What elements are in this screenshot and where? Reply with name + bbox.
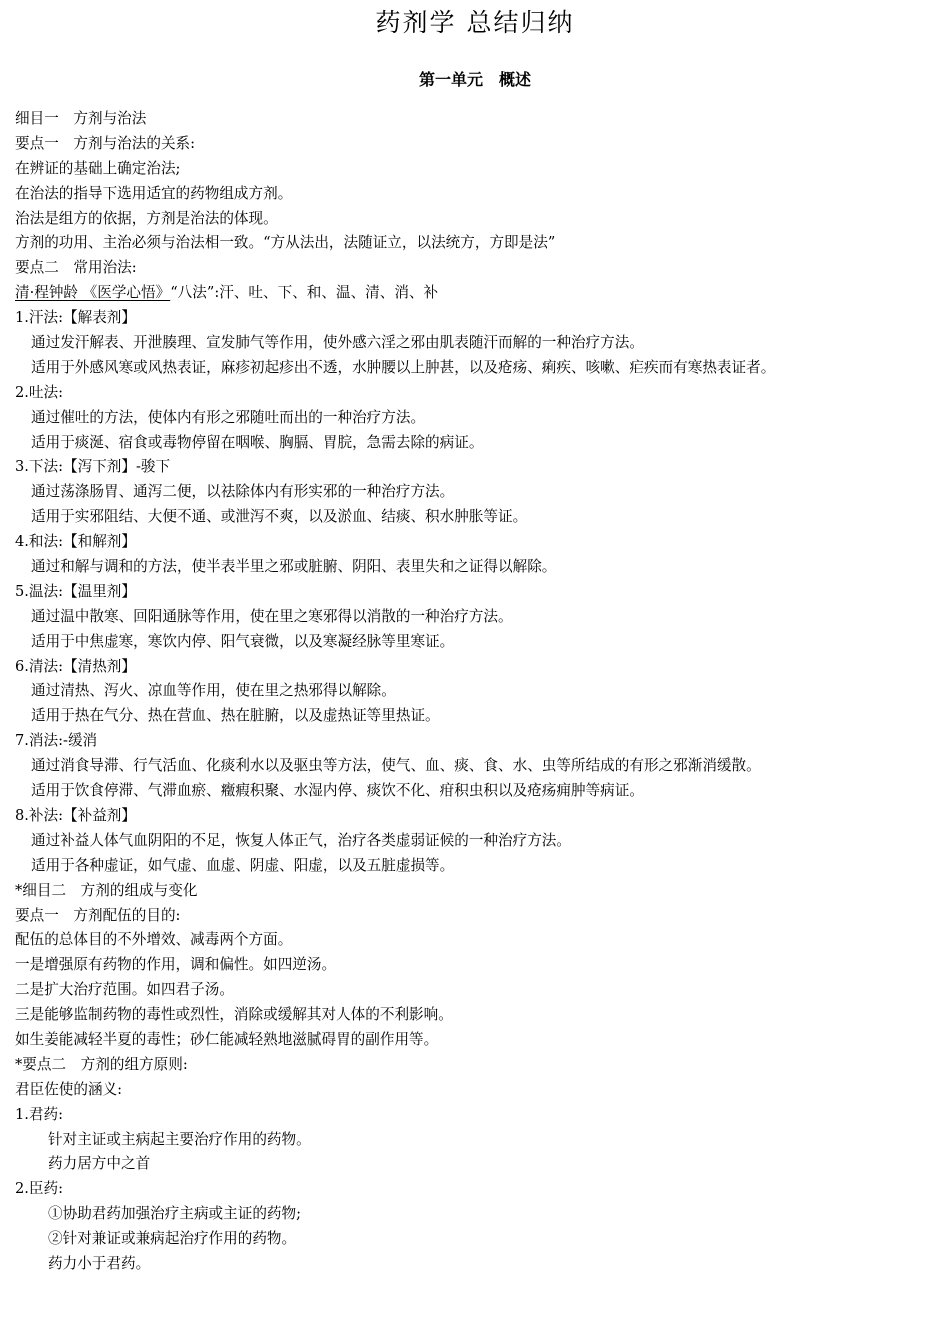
text-line [15,256,940,281]
text-line [15,978,940,1003]
line-text: *细目二 方剂的组成与变化 [15,881,198,899]
text-line [15,281,940,306]
line-text: 君臣佐使的涵义: [15,1080,123,1098]
line-text: 适用于外感风寒或风热表证，麻疹初起疹出不透，水肿腰以上肿甚，以及疮疡、痢疾、咳嗽、疟疾而有寒热表证者。 [31,358,776,376]
line-text: 8.补法:【补益剂】 [15,806,136,824]
line-text: 适用于实邪阻结、大便不通、或泄泻不爽，以及淤血、结痰、积水肿胀等证。 [31,508,528,526]
text-line [15,231,940,256]
text-line [15,1028,940,1053]
line-text: 在治法的指导下选用适宜的药物组成方剂。 [15,184,293,202]
text-line [15,455,940,480]
line-text: 适用于饮食停滞、气滞血瘀、癥瘕积聚、水湿内停、痰饮不化、疳积虫积以及疮疡痈肿等病证。 [31,782,644,800]
text-line [15,107,940,132]
line-text: 1.君药: [15,1105,64,1123]
text-line [15,1177,940,1202]
text-line [15,1252,940,1277]
text-line [15,804,940,829]
text-line [15,306,940,331]
line-text: 二是扩大治疗范围。如四君子汤。 [15,981,234,999]
text-line [15,704,940,729]
text-line [15,331,940,356]
text-line [15,1227,940,1252]
text-line [15,605,940,630]
line-text: 2.臣药: [15,1180,64,1198]
text-line [15,754,940,779]
line-text: 要点一 方剂与治法的关系: [15,134,196,152]
text-line [15,406,940,431]
text-line [15,655,940,680]
line-text: “八法”:汗、吐、下、和、温、清、消、补 [170,284,439,302]
text-line [15,157,940,182]
line-text: 通过消食导滞、行气活血、化痰利水以及驱虫等方法，使气、血、痰、食、水、虫等所结成的有形之邪渐消缓散。 [31,757,761,775]
text-line [15,381,940,406]
document-body [15,107,940,1277]
line-text: ①协助君药加强治疗主病或主证的药物; [48,1205,302,1223]
line-text: 要点二 常用治法: [15,259,137,277]
text-line [15,1103,940,1128]
text-line [15,207,940,232]
text-line [15,1003,940,1028]
underlined-citation: 清·程钟龄 《医学心悟》 [15,284,171,302]
line-text: 在辨证的基础上确定治法; [15,159,181,177]
text-line [15,580,940,605]
line-text: 1.汗法:【解表剂】 [15,309,136,327]
line-text: 通过补益人体气血阴阳的不足，恢复人体正气，治疗各类虚弱证候的一种治疗方法。 [31,831,571,849]
line-text: 3.下法:【泻下剂】-骏下 [15,458,171,476]
line-text: 通过温中散寒、回阳通脉等作用，使在里之寒邪得以消散的一种治疗方法。 [31,607,513,625]
line-text: 适用于中焦虚寒，寒饮内停、阳气衰微，以及寒凝经脉等里寒证。 [31,632,455,650]
line-text: 配伍的总体目的不外增效、减毒两个方面。 [15,931,293,949]
text-line [15,879,940,904]
line-text: 适用于热在气分、热在营血、热在脏腑，以及虚热证等里热证。 [31,707,440,725]
text-line [15,953,940,978]
text-line [15,904,940,929]
line-text: 通过和解与调和的方法，使半表半里之邪或脏腑、阴阳、表里失和之证得以解除。 [31,558,557,576]
line-text: 通过催吐的方法，使体内有形之邪随吐而出的一种治疗方法。 [31,408,426,426]
line-text: 6.清法:【清热剂】 [15,657,136,675]
line-text: 适用于痰涎、宿食或毒物停留在咽喉、胸膈、胃脘，急需去除的病证。 [31,433,484,451]
text-line [15,729,940,754]
text-line [15,132,940,157]
text-line [15,431,940,456]
line-text: 7.消法:-缓消 [15,732,98,750]
text-line [15,356,940,381]
line-text: 治法是组方的依据，方剂是治法的体现。 [15,209,278,227]
line-text: 要点一 方剂配伍的目的: [15,906,181,924]
line-text: 药力小于君药。 [48,1254,151,1272]
text-line [15,854,940,879]
text-line [15,182,940,207]
text-line [15,505,940,530]
text-line [15,1128,940,1153]
text-line [15,1152,940,1177]
text-line [15,1078,940,1103]
text-line [15,829,940,854]
line-text: 一是增强原有药物的作用，调和偏性。如四逆汤。 [15,956,337,974]
line-text: 通过发汗解表、开泄腠理、宣发肺气等作用，使外感六淫之邪由肌表随汗而解的一种治疗方法。 [31,334,644,352]
text-line [15,1053,940,1078]
line-text: ②针对兼证或兼病起治疗作用的药物。 [48,1230,297,1248]
line-text: 通过荡涤肠胃、通泻二便，以祛除体内有形实邪的一种治疗方法。 [31,483,455,501]
line-text: 三是能够监制药物的毒性或烈性，消除或缓解其对人体的不利影响。 [15,1006,453,1024]
line-text: 5.温法:【温里剂】 [15,582,136,600]
line-text: 通过清热、泻火、凉血等作用，使在里之热邪得以解除。 [31,682,396,700]
text-line [15,555,940,580]
line-text: 针对主证或主病起主要治疗作用的药物。 [48,1130,311,1148]
text-line [15,679,940,704]
line-text: 细目一 方剂与治法 [15,110,147,127]
line-text: 如生姜能减轻半夏的毒性；砂仁能减轻熟地滋腻碍胃的副作用等。 [15,1030,439,1048]
text-line [15,779,940,804]
unit-heading: 第一单元 概述 [418,70,531,89]
line-text: 药力居方中之首 [48,1155,151,1173]
line-text: 方剂的功用、主治必须与治法相一致。“方从法出，法随证立，以法统方，方即是法” [15,234,556,252]
text-line [15,630,940,655]
text-line [15,530,940,555]
text-line [15,928,940,953]
text-line [15,480,940,505]
document-title: 药剂学 总结归纳 [375,8,575,37]
text-line [15,1202,940,1227]
line-text: 4.和法:【和解剂】 [15,533,136,551]
line-text: *要点二 方剂的组方原则: [15,1055,188,1073]
line-text: 2.吐法: [15,383,64,401]
line-text: 适用于各种虚证，如气虚、血虚、阴虚、阳虚，以及五脏虚损等。 [31,856,455,874]
